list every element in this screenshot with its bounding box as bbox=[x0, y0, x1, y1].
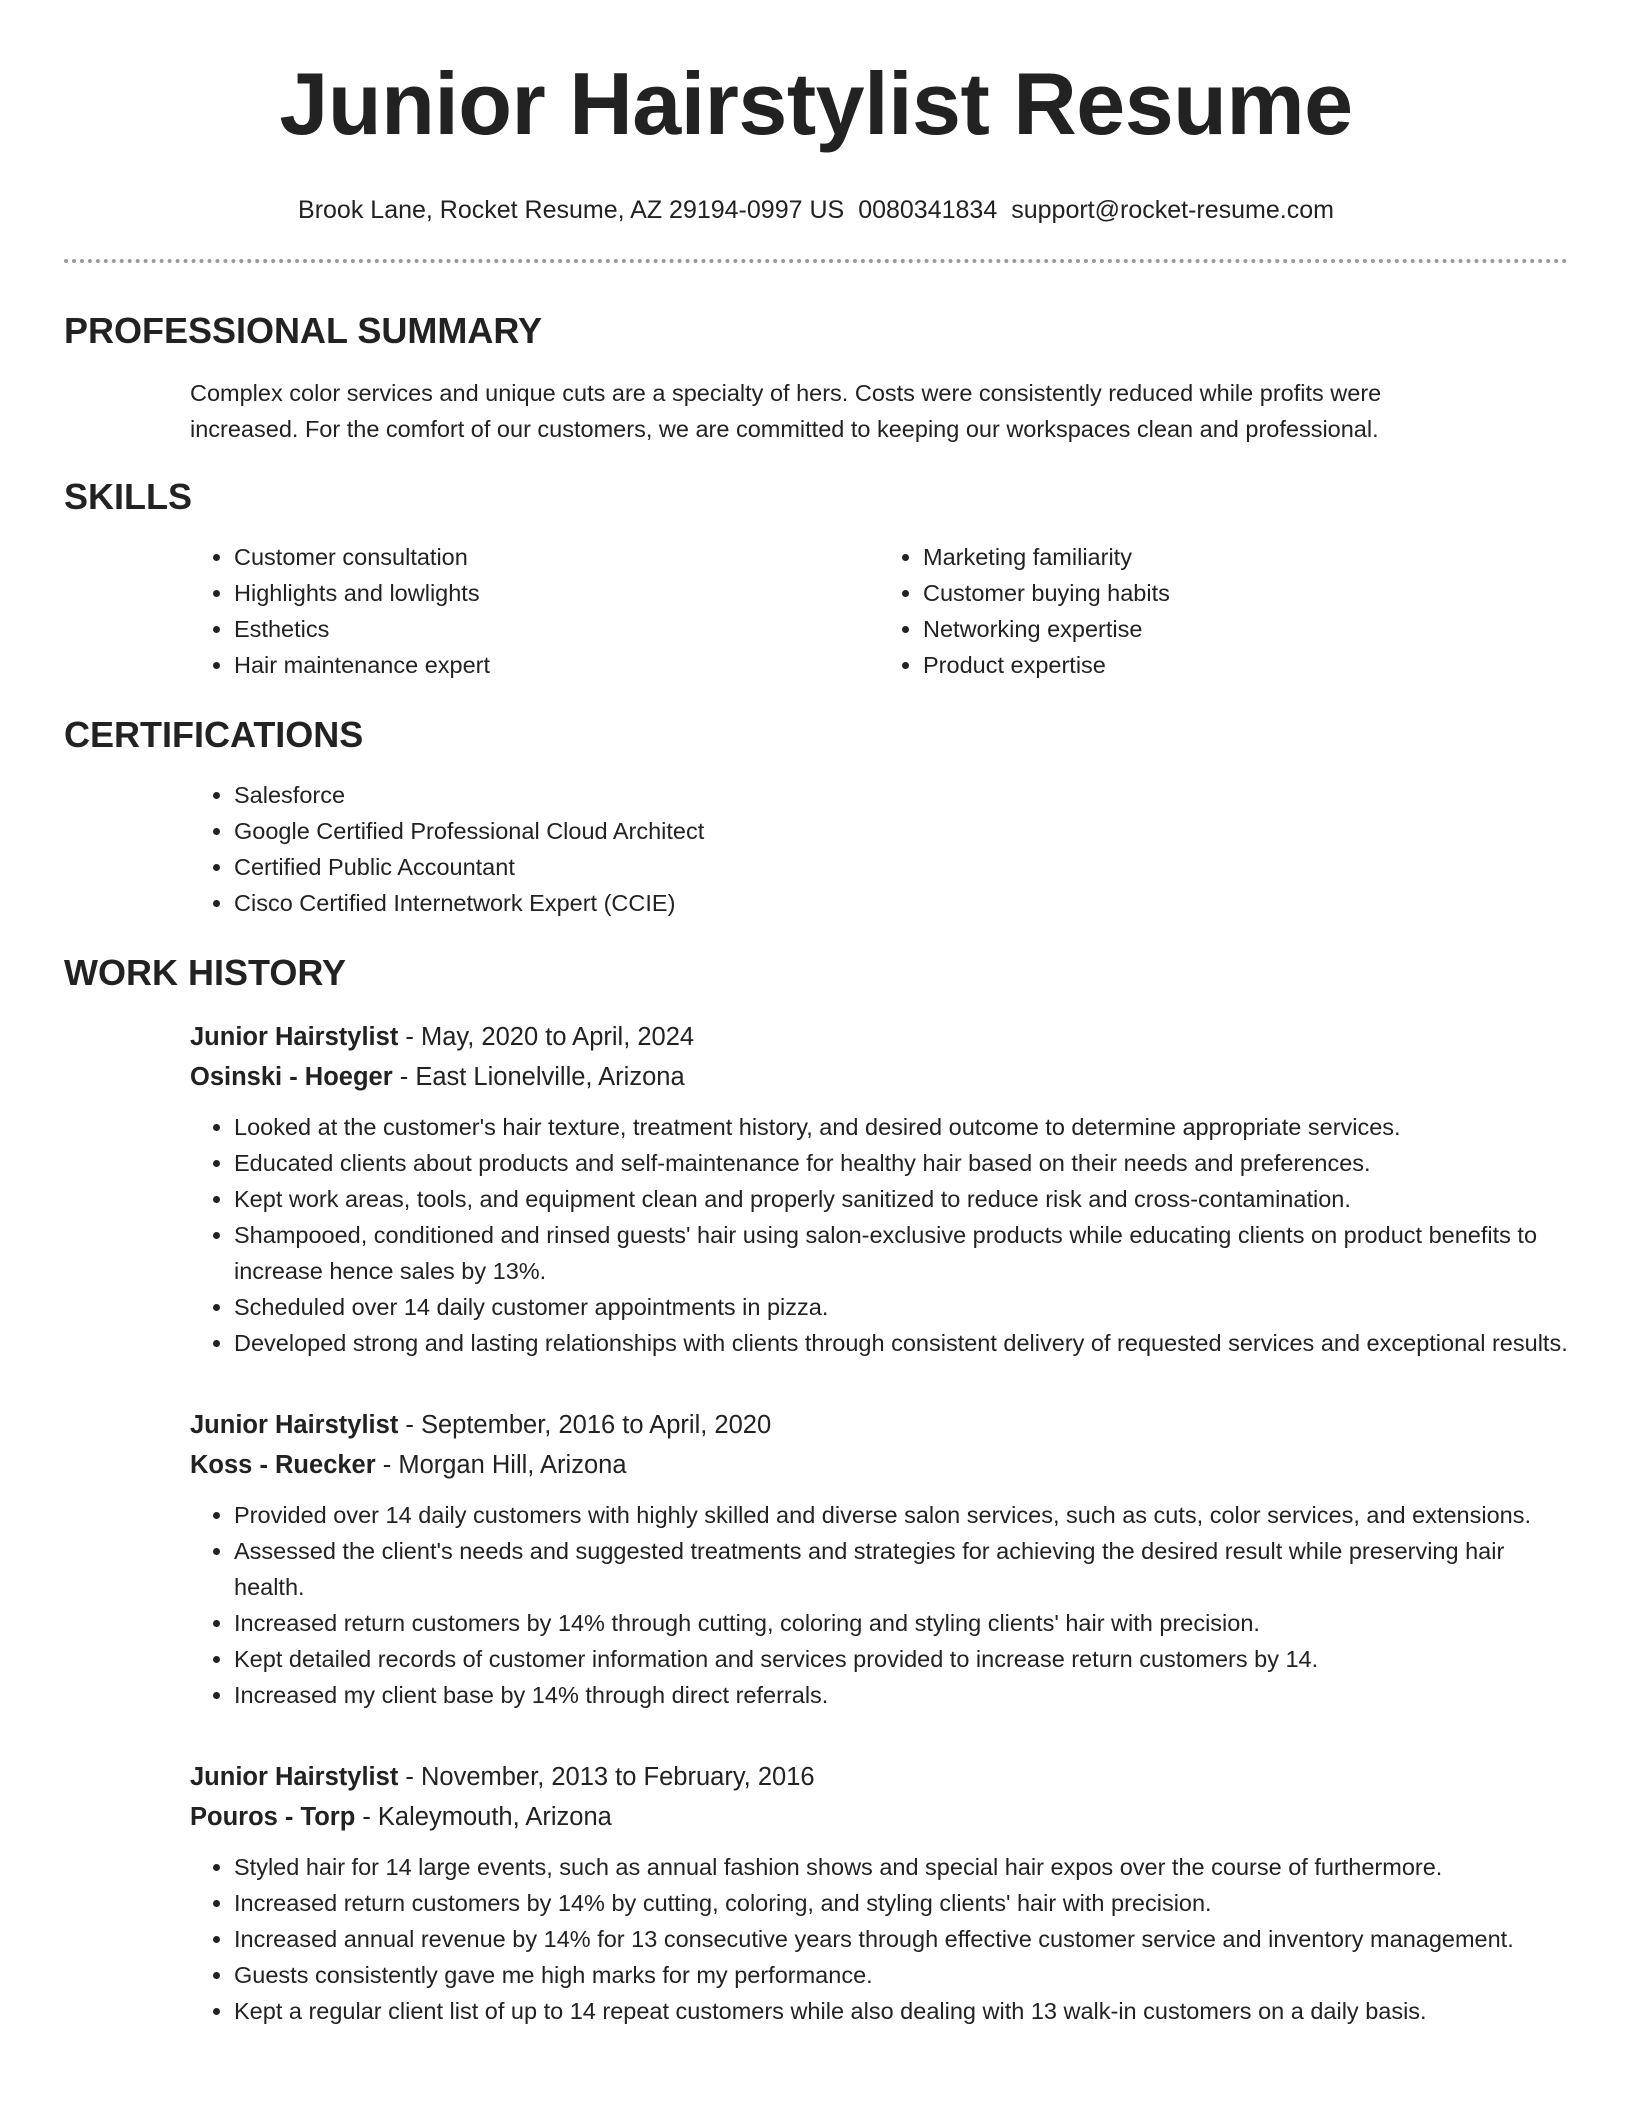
job-bullet: • Shampooed, conditioned and rinsed guests' hair using salon-exclusive products while educating clients on product benefits to increase hence sales by 13%. bbox=[234, 1217, 1568, 1289]
job-location: - East Lionelville, Arizona bbox=[392, 1063, 685, 1091]
job-bullet: • Kept a regular client list of up to 14 repeat customers while also dealing with 13 walk-in customers on a daily basis. bbox=[234, 1993, 1568, 2029]
certification-item: • Certified Public Accountant bbox=[234, 849, 1568, 885]
certifications-bullets bbox=[190, 777, 1568, 921]
certification-item: • Google Certified Professional Cloud Architect bbox=[234, 813, 1568, 849]
job-company: Koss - Ruecker bbox=[190, 1451, 376, 1479]
job-bullet: • Scheduled over 14 daily customer appointments in pizza. bbox=[234, 1289, 1568, 1325]
job-bullet: • Looked at the customer's hair texture, treatment history, and desired outcome to determine appropriate services. bbox=[234, 1109, 1568, 1145]
skills-column-right bbox=[879, 539, 1568, 683]
job-company: Pouros - Torp bbox=[190, 1803, 356, 1831]
work-history-section bbox=[64, 951, 1568, 2029]
job-bullet: • Guests consistently gave me high marks for my performance. bbox=[234, 1957, 1568, 1993]
job-bullet: • Kept detailed records of customer information and services provided to increase return customers by 14. bbox=[234, 1641, 1568, 1677]
job-bullets bbox=[190, 1497, 1568, 1713]
job-title-line bbox=[190, 1757, 1568, 1797]
skill-item: • Networking expertise bbox=[923, 611, 1568, 647]
job-dates: - May, 2020 to April, 2024 bbox=[398, 1023, 695, 1051]
job-entry bbox=[64, 1757, 1568, 2029]
job-bullet: • Increased annual revenue by 14% for 13 consecutive years through effective customer service and inventory management. bbox=[234, 1921, 1568, 1957]
skill-item: • Product expertise bbox=[923, 647, 1568, 683]
job-bullet: • Provided over 14 daily customers with highly skilled and diverse salon services, such as cuts, color services, and extensions. bbox=[234, 1497, 1568, 1533]
skill-item: • Highlights and lowlights bbox=[234, 575, 879, 611]
contact-line bbox=[64, 194, 1568, 226]
skills-column-left bbox=[190, 539, 879, 683]
job-title: Junior Hairstylist bbox=[190, 1763, 399, 1791]
job-bullet: • Educated clients about products and self-maintenance for healthy hair based on their needs and preferences. bbox=[234, 1145, 1568, 1181]
job-title-line bbox=[190, 1405, 1568, 1445]
skills-grid bbox=[64, 539, 1568, 683]
job-bullet: • Increased return customers by 14% through cutting, coloring and styling clients' hair with precision. bbox=[234, 1605, 1568, 1641]
job-bullet: • Developed strong and lasting relationships with clients through consistent delivery of requested services and exceptional results. bbox=[234, 1325, 1568, 1361]
job-bullets bbox=[190, 1109, 1568, 1361]
job-title: Junior Hairstylist bbox=[190, 1411, 399, 1439]
professional-summary-section bbox=[64, 309, 1568, 447]
summary-text bbox=[64, 375, 1568, 447]
job-bullet: • Assessed the client's needs and suggested treatments and strategies for achieving the desired result while preserving hair health. bbox=[234, 1533, 1568, 1605]
certifications-section bbox=[64, 713, 1568, 921]
job-dates: - September, 2016 to April, 2020 bbox=[398, 1411, 772, 1439]
certifications-list bbox=[64, 777, 1568, 921]
contact-email: support@rocket-resume.com bbox=[1011, 196, 1334, 224]
skill-item: • Marketing familiarity bbox=[923, 539, 1568, 575]
job-location: - Morgan Hill, Arizona bbox=[375, 1451, 627, 1479]
job-company-line bbox=[190, 1445, 1568, 1485]
job-bullet: • Styled hair for 14 large events, such as annual fashion shows and special hair expos over the course of furthermore. bbox=[234, 1849, 1568, 1885]
certifications-heading: CERTIFICATIONS bbox=[64, 714, 364, 755]
contact-address: Brook Lane, Rocket Resume, AZ 29194-0997 US bbox=[298, 196, 845, 224]
job-title-line bbox=[190, 1017, 1568, 1057]
job-bullet: • Increased my client base by 14% through direct referrals. bbox=[234, 1677, 1568, 1713]
summary-line: increased. For the comfort of our customers, we are committed to keeping our workspaces clean and professional. bbox=[190, 416, 1379, 442]
job-bullets bbox=[190, 1849, 1568, 2029]
work-history-heading: WORK HISTORY bbox=[64, 952, 347, 993]
job-company-line bbox=[190, 1057, 1568, 1097]
skill-item: • Customer consultation bbox=[234, 539, 879, 575]
skill-item: • Customer buying habits bbox=[923, 575, 1568, 611]
job-entry bbox=[64, 1405, 1568, 1713]
resume-title: Junior Hairstylist Resume bbox=[279, 54, 1353, 153]
summary-heading: PROFESSIONAL SUMMARY bbox=[64, 310, 543, 351]
certification-item: • Salesforce bbox=[234, 777, 1568, 813]
job-entry bbox=[64, 1017, 1568, 1361]
skills-section bbox=[64, 475, 1568, 683]
job-company: Osinski - Hoeger bbox=[190, 1063, 393, 1091]
header-divider bbox=[64, 259, 1568, 263]
job-location: - Kaleymouth, Arizona bbox=[355, 1803, 612, 1831]
skills-heading: SKILLS bbox=[64, 476, 193, 517]
job-bullet: • Kept work areas, tools, and equipment clean and properly sanitized to reduce risk and cross-contamination. bbox=[234, 1181, 1568, 1217]
skill-item: • Hair maintenance expert bbox=[234, 647, 879, 683]
contact-phone: 0080341834 bbox=[858, 196, 998, 224]
job-dates: - November, 2013 to February, 2016 bbox=[398, 1763, 815, 1791]
summary-line: Complex color services and unique cuts are a specialty of hers. Costs were consistently reduced while profits were bbox=[190, 380, 1382, 406]
certification-item: • Cisco Certified Internetwork Expert (CCIE) bbox=[234, 885, 1568, 921]
skill-item: • Esthetics bbox=[234, 611, 879, 647]
job-title: Junior Hairstylist bbox=[190, 1023, 399, 1051]
job-company-line bbox=[190, 1797, 1568, 1837]
job-bullet: • Increased return customers by 14% by cutting, coloring, and styling clients' hair with precision. bbox=[234, 1885, 1568, 1921]
